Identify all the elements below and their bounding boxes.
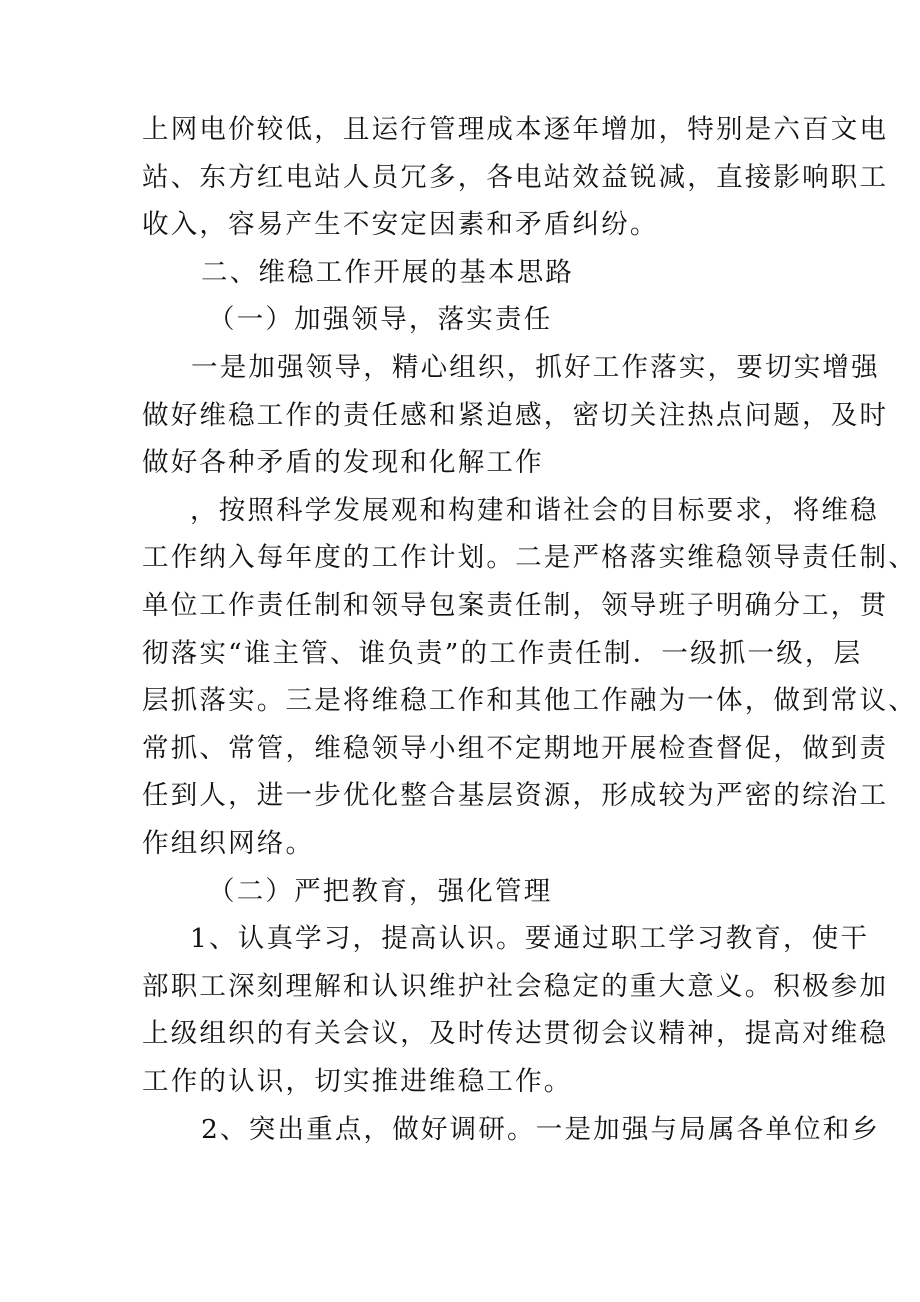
- subsection-heading: （一）加强领导，落实责任: [208, 304, 553, 335]
- text-line: 上级组织的有关会议，及时传达贯彻会议精神，提高对维稳: [142, 1018, 889, 1049]
- text-line: 1、认真学习，提高认识。要通过职工学习教育，使干: [190, 923, 870, 954]
- text-line: 收入，容易产生不安定因素和矛盾纠纷。: [142, 209, 659, 240]
- text-line: 2、突出重点，做好调研。一是加强与局属各单位和乡: [201, 1114, 881, 1145]
- text-line: 做好各种矛盾的发现和化解工作: [142, 447, 544, 478]
- text-line: 单位工作责任制和领导包案责任制，领导班子明确分工，贯: [142, 590, 889, 621]
- text-line: 任到人，进一步优化整合基层资源，形成较为严密的综治工: [142, 780, 889, 811]
- text-line: 彻落实“谁主管、谁负责”的工作责任制．一级抓一级，层: [142, 638, 863, 669]
- text-line: 工作的认识，切实推进维稳工作。: [142, 1066, 573, 1097]
- text-line: 常抓、常管，维稳领导小组不定期地开展检查督促，做到责: [142, 733, 889, 764]
- text-line: 部职工深刻理解和认识维护社会稳定的重大意义。积极参加: [142, 971, 889, 1002]
- text-line: 做好维稳工作的责任感和紧迫感，密切关注热点问题，及时: [142, 400, 889, 431]
- text-line: 工作纳入每年度的工作计划。二是严格落实维稳领导责任制、: [142, 542, 917, 573]
- text-line: 上网电价较低，且运行管理成本逐年增加，特别是六百文电: [142, 114, 889, 145]
- text-line: 站、东方红电站人员冗多，各电站效益锐减，直接影响职工: [142, 162, 889, 193]
- subsection-heading: （二）严把教育，强化管理: [208, 876, 553, 907]
- text-line: 一是加强领导，精心组织，抓好工作落实，要切实增强: [191, 352, 880, 383]
- section-heading: 二、维稳工作开展的基本思路: [201, 257, 575, 288]
- text-line: 层抓落实。三是将维稳工作和其他工作融为一体，做到常议、: [142, 685, 917, 716]
- text-line: 作组织网络。: [142, 828, 315, 859]
- text-line: ，按照科学发展观和构建和谐社会的目标要求，将维稳: [190, 495, 879, 526]
